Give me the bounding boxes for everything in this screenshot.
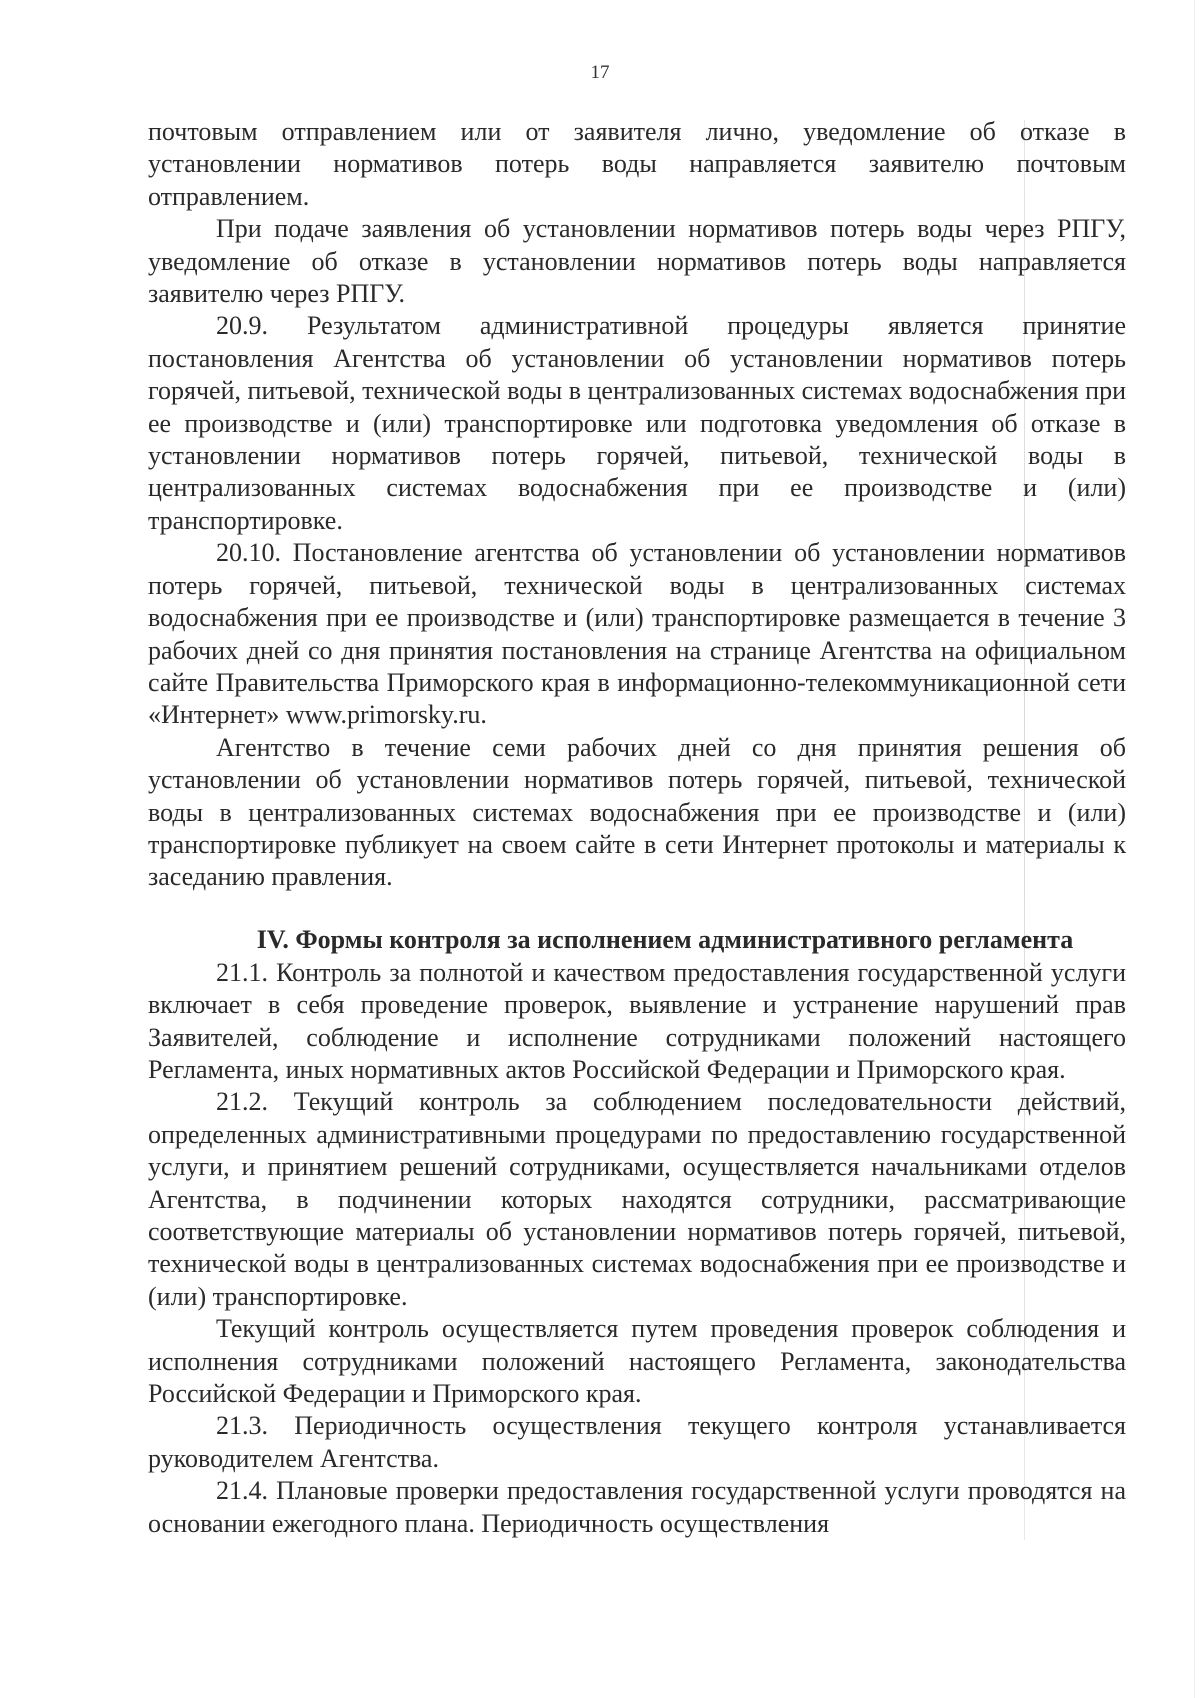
paragraph: Агентство в течение семи рабочих дней со дня принятия решения об установлении об установлении нормативов потерь горячей, питьевой, технической воды в централизованных системах водоснабжения при ее производстве и (или) транспортировке публикует на своем сайте в сети Интернет протоколы и материалы к заседанию правления. <box>148 732 1126 892</box>
paragraph: 21.1. Контроль за полнотой и качеством предоставления государственной услуги включает в себя проведение проверок, выявление и устранение нарушений прав Заявителей, соблюдение и исполнение сотрудниками положений настоящего Регламента, иных нормативных актов Российской Федерации и Приморского края. <box>148 957 1126 1084</box>
scan-edge-line <box>1194 0 1195 1698</box>
paragraph: При подаче заявления об установлении нормативов потерь воды через РПГУ, уведомление об отказе в установлении нормативов потерь воды направляется заявителю через РПГУ. <box>148 214 1126 309</box>
paragraph: Текущий контроль осуществляется путем проведения проверок соблюдения и исполнения сотрудниками положений настоящего Регламента, законодательства Российской Федерации и Приморского края. <box>148 1314 1126 1409</box>
paragraph: почтовым отправлением или от заявителя лично, уведомление об отказе в установлении нормативов потерь воды направляется заявителю почтовым отправлением. <box>148 117 1126 211</box>
document-body <box>148 116 1126 1540</box>
paragraph: 20.9. Результатом административной процедуры является принятие постановления Агентства об установлении об установлении нормативов потерь горячей, питьевой, технической воды в централизованных системах водоснабжения при ее производстве и (или) транспортировке или подготовка уведомления об отказе в установлении нормативов потерь горячей, питьевой, технической воды в централизованных системах водоснабжения при ее производстве и (или) транспортировке. <box>148 311 1126 535</box>
paragraph: 20.10. Постановление агентства об установлении об установлении нормативов потерь горячей, питьевой, технической воды в централизованных системах водоснабжения при ее производстве и (или) транспортировке размещается в течение 3 рабочих дней со дня принятия постановления на странице Агентства на официальном сайте Правительства Приморского края в информационно-телекоммуникационной сети «Интернет» www.primorsky.ru. <box>148 538 1126 730</box>
paragraph: 21.2. Текущий контроль за соблюдением последовательности действий, определенных административными процедурами по предоставлению государственной услуги, и принятием решений сотрудниками, осуществляется начальниками отделов Агентства, в подчинении которых находятся сотрудники, рассматривающие соответствующие материалы об установлении нормативов потерь горячей, питьевой, технической воды в централизованных системах водоснабжения при ее производстве и (или) транспортировке. <box>148 1087 1126 1311</box>
paragraph: 21.3. Периодичность осуществления текущего контроля устанавливается руководителем Агентства. <box>148 1411 1126 1473</box>
paragraph: 21.4. Плановые проверки предоставления государственной услуги проводятся на основании ежегодного плана. Периодичность осуществления <box>148 1476 1126 1538</box>
section-heading: IV. Формы контроля за исполнением административного регламента <box>256 924 1074 954</box>
page-number: 17 <box>590 62 610 83</box>
